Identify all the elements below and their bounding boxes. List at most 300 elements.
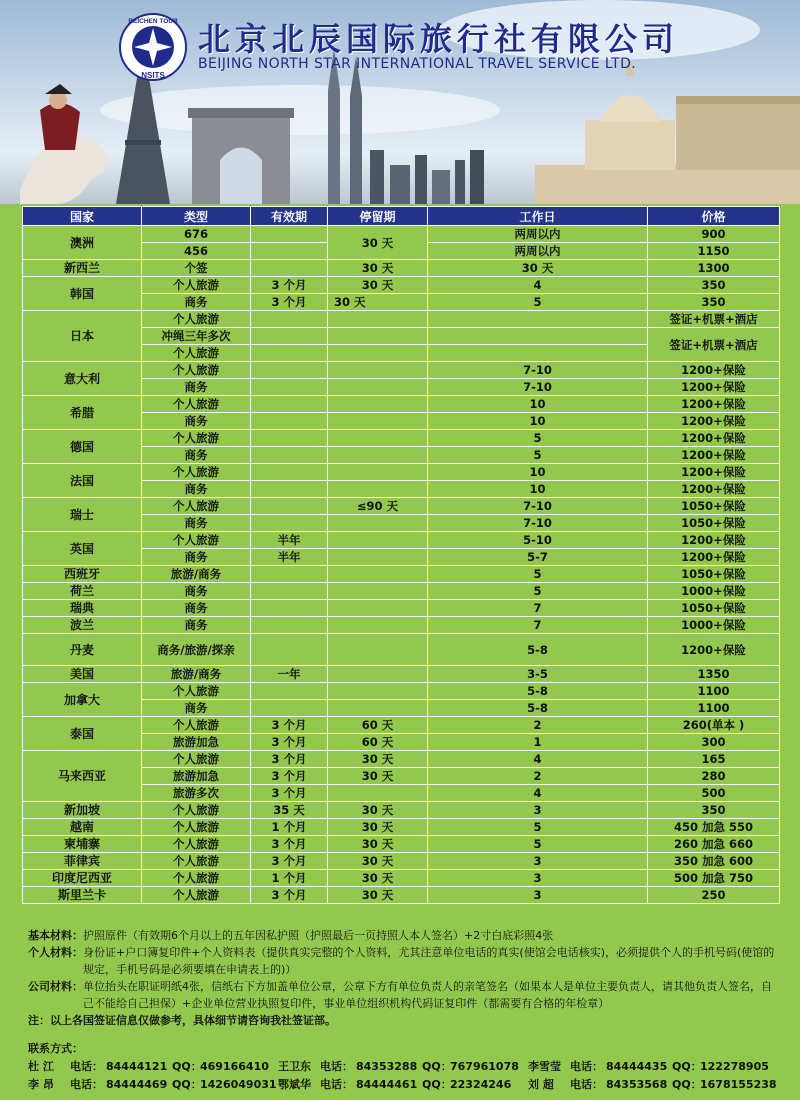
- type-cell: 456: [142, 243, 251, 260]
- contact-name: 刘 超: [528, 1078, 554, 1091]
- workdays-cell: 5: [428, 583, 648, 600]
- price-cell: 1200+保险: [648, 396, 780, 413]
- table-row: [23, 311, 780, 328]
- country-cell: 意大利: [23, 362, 142, 396]
- price-cell: 450 加急 550: [648, 819, 780, 836]
- header-banner: [0, 0, 800, 204]
- type-cell: 个人旅游: [142, 717, 251, 734]
- contact-info: [28, 1040, 777, 1094]
- type-cell: 商务: [142, 413, 251, 430]
- table-row: [23, 666, 780, 683]
- qq-label: QQ：: [422, 1060, 452, 1073]
- validity-cell: [251, 566, 328, 583]
- price-cell: 1200+保险: [648, 634, 780, 666]
- workdays-cell: 3: [428, 887, 648, 904]
- validity-cell: [251, 260, 328, 277]
- table-body: [23, 226, 780, 904]
- validity-cell: [251, 328, 328, 345]
- price-cell: 1300: [648, 260, 780, 277]
- stay-cell: [328, 666, 428, 683]
- country-cell: 斯里兰卡: [23, 887, 142, 904]
- stay-cell: [328, 785, 428, 802]
- validity-cell: [251, 345, 328, 362]
- company-logo: [118, 12, 188, 82]
- price-cell: 260(单本 ): [648, 717, 780, 734]
- table-header: [23, 207, 780, 226]
- contact-name: 李雪莹: [528, 1060, 561, 1073]
- contact-qq: 767961078: [450, 1060, 519, 1073]
- type-cell: 个人旅游: [142, 887, 251, 904]
- contact-phone: 84444435: [606, 1060, 668, 1073]
- phone-label: 电话：: [70, 1060, 103, 1073]
- workdays-cell: 3-5: [428, 666, 648, 683]
- country-cell: 德国: [23, 430, 142, 464]
- validity-cell: [251, 683, 328, 700]
- stay-cell: 30 天: [328, 294, 428, 311]
- stay-cell: 30 天: [328, 802, 428, 819]
- type-cell: 商务: [142, 617, 251, 634]
- stay-cell: [328, 515, 428, 532]
- contact-person: [278, 1076, 528, 1094]
- stay-cell: 30 天: [328, 887, 428, 904]
- stay-cell: ≤90 天: [328, 498, 428, 515]
- table-row: [23, 277, 780, 294]
- price-cell: 签证+机票+酒店: [648, 328, 780, 362]
- stay-cell: [328, 379, 428, 396]
- price-cell: 1350: [648, 666, 780, 683]
- type-cell: 个人旅游: [142, 683, 251, 700]
- price-cell: 350: [648, 802, 780, 819]
- validity-cell: 1 个月: [251, 870, 328, 887]
- price-cell: 900: [648, 226, 780, 243]
- validity-cell: 1 个月: [251, 819, 328, 836]
- workdays-cell: 两周以内: [428, 243, 648, 260]
- validity-cell: 3 个月: [251, 294, 328, 311]
- validity-cell: [251, 617, 328, 634]
- stay-cell: 30 天: [328, 260, 428, 277]
- table-row: [23, 260, 780, 277]
- type-cell: 个人旅游: [142, 532, 251, 549]
- contact-qq: 469166410: [200, 1060, 269, 1073]
- workdays-cell: 2: [428, 768, 648, 785]
- stay-cell: [328, 600, 428, 617]
- workdays-cell: 5-10: [428, 532, 648, 549]
- type-cell: 商务: [142, 447, 251, 464]
- workdays-cell: 5-8: [428, 634, 648, 666]
- col-country: 国家: [23, 207, 142, 226]
- country-cell: 印度尼西亚: [23, 870, 142, 887]
- workdays-cell: 4: [428, 277, 648, 294]
- workdays-cell: 7-10: [428, 362, 648, 379]
- company-name-en: BEIJING NORTH STAR INTERNATIONAL TRAVEL SERVICE LTD.: [198, 56, 637, 72]
- contact-person: [28, 1076, 278, 1094]
- table-row: [23, 836, 780, 853]
- price-cell: 1000+保险: [648, 617, 780, 634]
- validity-cell: [251, 396, 328, 413]
- phone-label: 电话：: [320, 1078, 353, 1091]
- country-cell: 韩国: [23, 277, 142, 311]
- table-row: [23, 717, 780, 734]
- table-row: [23, 362, 780, 379]
- validity-cell: 3 个月: [251, 768, 328, 785]
- stay-cell: [328, 566, 428, 583]
- workdays-cell: 5: [428, 430, 648, 447]
- validity-cell: 一年: [251, 666, 328, 683]
- contact-phone: 84444121: [106, 1060, 168, 1073]
- disclaimer: 注：以上各国签证信息仅做参考，具体细节请咨询我社签证部。: [28, 1014, 336, 1027]
- type-cell: 商务: [142, 549, 251, 566]
- validity-cell: 3 个月: [251, 734, 328, 751]
- contact-name: 杜 江: [28, 1060, 54, 1073]
- validity-cell: [251, 634, 328, 666]
- validity-cell: 半年: [251, 532, 328, 549]
- price-cell: 280: [648, 768, 780, 785]
- type-cell: 冲绳三年多次: [142, 328, 251, 345]
- qq-label: QQ：: [672, 1060, 702, 1073]
- workdays-cell: 3: [428, 853, 648, 870]
- stay-cell: 60 天: [328, 734, 428, 751]
- price-cell: 1200+保险: [648, 430, 780, 447]
- price-cell: 1150: [648, 243, 780, 260]
- table-row: [23, 853, 780, 870]
- price-cell: 1200+保险: [648, 549, 780, 566]
- workdays-cell: 10: [428, 396, 648, 413]
- country-cell: 新加坡: [23, 802, 142, 819]
- validity-cell: [251, 413, 328, 430]
- type-cell: 旅游加急: [142, 768, 251, 785]
- workdays-cell: [428, 345, 648, 362]
- type-cell: 个人旅游: [142, 836, 251, 853]
- contact-person: [528, 1058, 769, 1076]
- table-row: [23, 887, 780, 904]
- type-cell: 商务: [142, 700, 251, 717]
- stay-cell: [328, 700, 428, 717]
- workdays-cell: 5-7: [428, 549, 648, 566]
- price-cell: 350: [648, 294, 780, 311]
- validity-cell: 3 个月: [251, 853, 328, 870]
- workdays-cell: 5: [428, 447, 648, 464]
- phone-label: 电话：: [570, 1078, 603, 1091]
- workdays-cell: 5-8: [428, 700, 648, 717]
- contact-line: [28, 1076, 777, 1094]
- company-materials: 公司材料： 单位抬头在职证明纸4张，信纸右下方加盖单位公章，公章下方有单位负责人的亲笔签名（如果本人是单位主要负责人，请其他负责人签名，自己不能给自己担保）+企业单位营业执照复印件，事业单位组织机构代码证复印件（都需要有合格的年检章）: [28, 980, 772, 1010]
- validity-cell: 3 个月: [251, 717, 328, 734]
- workdays-cell: 7-10: [428, 379, 648, 396]
- contact-name: 鄂斌华: [278, 1078, 311, 1091]
- stay-cell: [328, 549, 428, 566]
- contact-phone: 84353288: [356, 1060, 418, 1073]
- validity-cell: [251, 700, 328, 717]
- workdays-cell: 5: [428, 294, 648, 311]
- type-cell: 个人旅游: [142, 498, 251, 515]
- stay-cell: [328, 362, 428, 379]
- contact-phone: 84444461: [356, 1078, 418, 1091]
- personal-materials: 个人材料： 身份证+户口簿复印件+个人资料表（提供真实完整的个人资料，尤其注意单位电话的真实(使馆会电话核实)，必须提供个人的手机号码(使馆的规定，手机号码是必须要填在申请表上的)）: [28, 946, 775, 976]
- stay-cell: [328, 583, 428, 600]
- table-row: [23, 634, 780, 666]
- validity-cell: [251, 583, 328, 600]
- workdays-cell: 7-10: [428, 498, 648, 515]
- contact-person: [28, 1058, 278, 1076]
- validity-cell: 半年: [251, 549, 328, 566]
- country-cell: 新西兰: [23, 260, 142, 277]
- workdays-cell: 7: [428, 600, 648, 617]
- type-cell: 旅游/商务: [142, 666, 251, 683]
- col-type: 类型: [142, 207, 251, 226]
- table-row: [23, 819, 780, 836]
- workdays-cell: 30 天: [428, 260, 648, 277]
- contact-qq: 22324246: [450, 1078, 512, 1091]
- validity-cell: [251, 226, 328, 243]
- country-cell: 日本: [23, 311, 142, 362]
- workdays-cell: 7-10: [428, 515, 648, 532]
- price-cell: 1000+保险: [648, 583, 780, 600]
- validity-cell: [251, 498, 328, 515]
- country-cell: 瑞典: [23, 600, 142, 617]
- country-cell: 丹麦: [23, 634, 142, 666]
- price-cell: 1200+保险: [648, 447, 780, 464]
- type-cell: 个人旅游: [142, 362, 251, 379]
- validity-cell: [251, 362, 328, 379]
- contact-person: [278, 1058, 528, 1076]
- price-cell: 260 加急 660: [648, 836, 780, 853]
- stay-cell: [328, 464, 428, 481]
- contact-title: 联系方式：: [28, 1042, 83, 1055]
- price-cell: 1050+保险: [648, 498, 780, 515]
- workdays-cell: 5-8: [428, 683, 648, 700]
- type-cell: 商务/旅游/探亲: [142, 634, 251, 666]
- price-cell: 签证+机票+酒店: [648, 311, 780, 328]
- table-row: [23, 566, 780, 583]
- contact-qq: 1426049031: [200, 1078, 277, 1091]
- workdays-cell: 3: [428, 870, 648, 887]
- col-price: 价格: [648, 207, 780, 226]
- workdays-cell: 5: [428, 836, 648, 853]
- type-cell: 个人旅游: [142, 853, 251, 870]
- visa-table: [22, 206, 779, 904]
- stay-cell: 30 天: [328, 836, 428, 853]
- table-row: [23, 226, 780, 243]
- contact-name: 李 昂: [28, 1078, 54, 1091]
- stay-cell: 30 天: [328, 768, 428, 785]
- validity-cell: 3 个月: [251, 277, 328, 294]
- country-cell: 加拿大: [23, 683, 142, 717]
- type-cell: 旅游加急: [142, 734, 251, 751]
- table-row: [23, 583, 780, 600]
- validity-cell: 3 个月: [251, 751, 328, 768]
- country-cell: 英国: [23, 532, 142, 566]
- price-cell: 350 加急 600: [648, 853, 780, 870]
- qq-label: QQ：: [672, 1078, 702, 1091]
- contact-person: [528, 1076, 777, 1094]
- workdays-cell: 4: [428, 785, 648, 802]
- phone-label: 电话：: [570, 1060, 603, 1073]
- workdays-cell: 两周以内: [428, 226, 648, 243]
- price-cell: 1200+保险: [648, 379, 780, 396]
- contact-qq: 1678155238: [700, 1078, 777, 1091]
- company-name-cn: 北京北辰国际旅行社有限公司: [198, 20, 680, 58]
- workdays-cell: 1: [428, 734, 648, 751]
- type-cell: 商务: [142, 515, 251, 532]
- stay-cell: [328, 345, 428, 362]
- qq-label: QQ：: [172, 1060, 202, 1073]
- validity-cell: [251, 481, 328, 498]
- price-cell: 1200+保险: [648, 464, 780, 481]
- workdays-cell: 10: [428, 464, 648, 481]
- type-cell: 个人旅游: [142, 751, 251, 768]
- type-cell: 676: [142, 226, 251, 243]
- stay-cell: [328, 396, 428, 413]
- table-row: [23, 870, 780, 887]
- col-workdays: 工作日: [428, 207, 648, 226]
- stay-cell: [328, 617, 428, 634]
- type-cell: 个人旅游: [142, 345, 251, 362]
- qq-label: QQ：: [422, 1078, 452, 1091]
- table-row: [23, 683, 780, 700]
- stay-cell: 30 天: [328, 277, 428, 294]
- type-cell: 旅游/商务: [142, 566, 251, 583]
- workdays-cell: 2: [428, 717, 648, 734]
- price-cell: 1200+保险: [648, 481, 780, 498]
- validity-cell: [251, 311, 328, 328]
- type-cell: 个人旅游: [142, 802, 251, 819]
- price-cell: 1200+保险: [648, 413, 780, 430]
- price-cell: 1100: [648, 683, 780, 700]
- stay-cell: 30 天: [328, 853, 428, 870]
- type-cell: 旅游多次: [142, 785, 251, 802]
- country-cell: 柬埔寨: [23, 836, 142, 853]
- table-row: [23, 498, 780, 515]
- table-row: [23, 600, 780, 617]
- table-row: [23, 430, 780, 447]
- country-cell: 马来西亚: [23, 751, 142, 802]
- validity-cell: [251, 430, 328, 447]
- stay-cell: [328, 481, 428, 498]
- country-cell: 希腊: [23, 396, 142, 430]
- validity-cell: [251, 243, 328, 260]
- validity-cell: 3 个月: [251, 836, 328, 853]
- phone-label: 电话：: [70, 1078, 103, 1091]
- validity-cell: 3 个月: [251, 785, 328, 802]
- workdays-cell: [428, 311, 648, 328]
- type-cell: 个人旅游: [142, 430, 251, 447]
- stay-cell: 30 天: [328, 226, 428, 260]
- col-validity: 有效期: [251, 207, 328, 226]
- price-cell: 1200+保险: [648, 362, 780, 379]
- requirements-notes: [28, 927, 780, 1029]
- type-cell: 个人旅游: [142, 819, 251, 836]
- workdays-cell: 4: [428, 751, 648, 768]
- stay-cell: [328, 430, 428, 447]
- validity-cell: [251, 464, 328, 481]
- validity-cell: [251, 447, 328, 464]
- col-stay: 停留期: [328, 207, 428, 226]
- table-row: [23, 396, 780, 413]
- type-cell: 个签: [142, 260, 251, 277]
- country-cell: 澳洲: [23, 226, 142, 260]
- table-row: [23, 464, 780, 481]
- stay-cell: [328, 328, 428, 345]
- country-cell: 瑞士: [23, 498, 142, 532]
- contact-name: 王卫东: [278, 1060, 311, 1073]
- contact-phone: 84353568: [606, 1078, 668, 1091]
- stay-cell: 30 天: [328, 870, 428, 887]
- stay-cell: [328, 532, 428, 549]
- price-cell: 1050+保险: [648, 600, 780, 617]
- country-cell: 法国: [23, 464, 142, 498]
- price-cell: 500 加急 750: [648, 870, 780, 887]
- validity-cell: [251, 379, 328, 396]
- table-row: [23, 617, 780, 634]
- country-cell: 越南: [23, 819, 142, 836]
- price-cell: 350: [648, 277, 780, 294]
- type-cell: 商务: [142, 294, 251, 311]
- country-cell: 美国: [23, 666, 142, 683]
- country-cell: 西班牙: [23, 566, 142, 583]
- type-cell: 个人旅游: [142, 396, 251, 413]
- table-row: [23, 532, 780, 549]
- type-cell: 商务: [142, 379, 251, 396]
- validity-cell: 3 个月: [251, 887, 328, 904]
- stay-cell: 30 天: [328, 751, 428, 768]
- type-cell: 个人旅游: [142, 311, 251, 328]
- stay-cell: [328, 311, 428, 328]
- type-cell: 个人旅游: [142, 870, 251, 887]
- type-cell: 个人旅游: [142, 464, 251, 481]
- contact-qq: 122278905: [700, 1060, 769, 1073]
- type-cell: 商务: [142, 600, 251, 617]
- workdays-cell: [428, 328, 648, 345]
- svg-text:NSITS: NSITS: [141, 71, 165, 80]
- workdays-cell: 5: [428, 566, 648, 583]
- svg-text:BEICHEN TOUR: BEICHEN TOUR: [128, 18, 178, 25]
- type-cell: 个人旅游: [142, 277, 251, 294]
- stay-cell: [328, 634, 428, 666]
- price-cell: 1050+保险: [648, 515, 780, 532]
- basic-materials: 基本材料： 护照原件（有效期6个月以上的五年因私护照（护照最后一页持照人本人签名）+2寸白底彩照4张: [28, 929, 554, 942]
- phone-label: 电话：: [320, 1060, 353, 1073]
- country-cell: 波兰: [23, 617, 142, 634]
- price-cell: 165: [648, 751, 780, 768]
- price-cell: 300: [648, 734, 780, 751]
- stay-cell: [328, 447, 428, 464]
- country-cell: 菲律宾: [23, 853, 142, 870]
- validity-cell: 35 天: [251, 802, 328, 819]
- type-cell: 商务: [142, 583, 251, 600]
- contact-line: [28, 1058, 769, 1076]
- country-cell: 荷兰: [23, 583, 142, 600]
- stay-cell: 60 天: [328, 717, 428, 734]
- validity-cell: [251, 515, 328, 532]
- stay-cell: [328, 683, 428, 700]
- workdays-cell: 3: [428, 802, 648, 819]
- qq-label: QQ：: [172, 1078, 202, 1091]
- workdays-cell: 10: [428, 413, 648, 430]
- price-cell: 1200+保险: [648, 532, 780, 549]
- workdays-cell: 10: [428, 481, 648, 498]
- price-cell: 1100: [648, 700, 780, 717]
- table-row: [23, 751, 780, 768]
- table-row: [23, 802, 780, 819]
- type-cell: 商务: [142, 481, 251, 498]
- country-cell: 泰国: [23, 717, 142, 751]
- contact-phone: 84444469: [106, 1078, 168, 1091]
- price-cell: 500: [648, 785, 780, 802]
- stay-cell: 30 天: [328, 819, 428, 836]
- stay-cell: [328, 413, 428, 430]
- price-cell: 250: [648, 887, 780, 904]
- workdays-cell: 7: [428, 617, 648, 634]
